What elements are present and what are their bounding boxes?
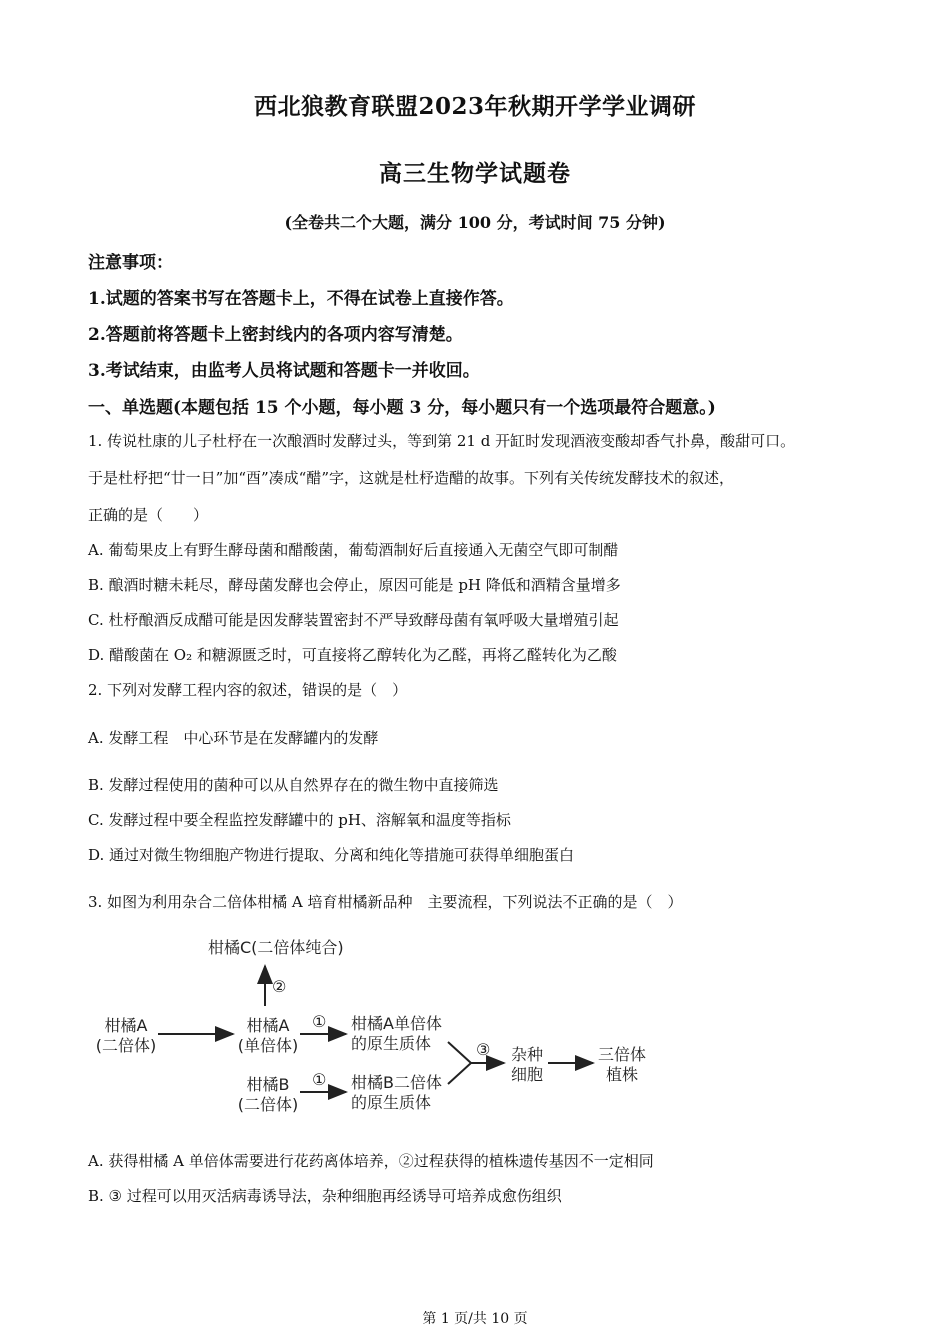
notice-item: 1.试题的答案书写在答题卡上，不得在试卷上直接作答。: [88, 289, 514, 309]
exam-subtitle: (全卷共二个大题，满分 100 分，考试时间 75 分钟): [284, 213, 666, 232]
step3-marker: ③: [476, 1040, 491, 1059]
q2-option-b: B. 发酵过程使用的菌种可以从自然界存在的微生物中直接筛选: [88, 776, 499, 794]
citrus-c-label: 柑橘C(二倍体纯合): [208, 938, 344, 957]
q2-option-a: A. 发酵工程 中心环节是在发酵罐内的发酵: [88, 729, 379, 747]
q1-stem-line: 正确的是（ ）: [88, 506, 209, 524]
step2-marker: ②: [272, 977, 287, 996]
q1-option-d: D. 醋酸菌在 O₂ 和糖源匮乏时，可直接将乙醇转化为乙醛，再将乙醛转化为乙酸: [88, 646, 617, 664]
citrus-breeding-flowchart: [88, 930, 688, 1125]
citrus-a-protoplast: 柑橘A单倍体 的原生质体: [351, 1014, 442, 1053]
triploid-plant: 三倍体 植株: [597, 1045, 646, 1084]
q2-option-c: C. 发酵过程中要全程监控发酵罐中的 pH、溶解氧和温度等指标: [88, 811, 511, 829]
citrus-a-diploid: 柑橘A (二倍体): [95, 1016, 157, 1055]
citrus-b-diploid: 柑橘B (二倍体): [237, 1075, 299, 1114]
step1-marker: ①: [312, 1012, 327, 1031]
q1-option-a: A. 葡萄果皮上有野生酵母菌和醋酸菌，葡萄酒制好后直接通入无菌空气即可制醋: [88, 541, 619, 559]
hybrid-cell: 杂种 细胞: [510, 1045, 543, 1084]
q2-option-d: D. 通过对微生物细胞产物进行提取、分离和纯化等措施可获得单细胞蛋白: [88, 846, 575, 864]
section-heading: 一、单选题(本题包括 15 个小题，每小题 3 分，每小题只有一个选项最符合题意。): [88, 398, 716, 418]
step1-marker: ①: [312, 1070, 327, 1089]
page-footer: 第 1 页/共 10 页: [422, 1311, 528, 1327]
q2-stem: 2. 下列对发酵工程内容的叙述，错误的是（ ）: [88, 681, 408, 699]
merge-bracket: [448, 1042, 471, 1084]
q1-stem-line: 于是杜杼把“廿一日”加“酉”凑成“醋”字，这就是杜杼造醋的故事。下列有关传统发酵技术的叙述，: [88, 469, 735, 487]
q3-option-b: B. ③ 过程可以用灭活病毒诱导法，杂种细胞再经诱导可培养成愈伤组织: [88, 1187, 562, 1205]
notice-item: 2.答题前将答题卡上密封线内的各项内容写清楚。: [88, 325, 463, 345]
citrus-b-protoplast: 柑橘B二倍体 的原生质体: [351, 1073, 442, 1112]
q3-stem: 3. 如图为利用杂合二倍体柑橘 A 培育柑橘新品种 主要流程，下列说法不正确的是（ ）: [88, 893, 683, 911]
citrus-a-haploid: 柑橘A (单倍体): [237, 1016, 299, 1055]
exam-subject-title: 高三生物学试题卷: [379, 160, 571, 187]
q1-option-b: B. 酿酒时糖未耗尽，酵母菌发酵也会停止，原因可能是 pH 降低和酒精含量增多: [88, 576, 621, 594]
q1-stem-line: 1. 传说杜康的儿子杜杼在一次酿酒时发酵过头，等到第 21 d 开缸时发现酒液变酸却香气扑鼻，酸甜可口。: [88, 432, 796, 450]
exam-title: 西北狼教育联盟2023年秋期开学学业调研: [253, 93, 696, 120]
q3-option-a: A. 获得柑橘 A 单倍体需要进行花药离体培养，②过程获得的植株遗传基因不一定相同: [88, 1152, 654, 1170]
q1-option-c: C. 杜杼酿酒反成醋可能是因发酵装置密封不严导致酵母菌有氧呼吸大量增殖引起: [88, 611, 619, 629]
notice-item: 3.考试结束，由监考人员将试题和答题卡一并收回。: [88, 361, 480, 381]
notice-heading: 注意事项：: [88, 253, 173, 273]
